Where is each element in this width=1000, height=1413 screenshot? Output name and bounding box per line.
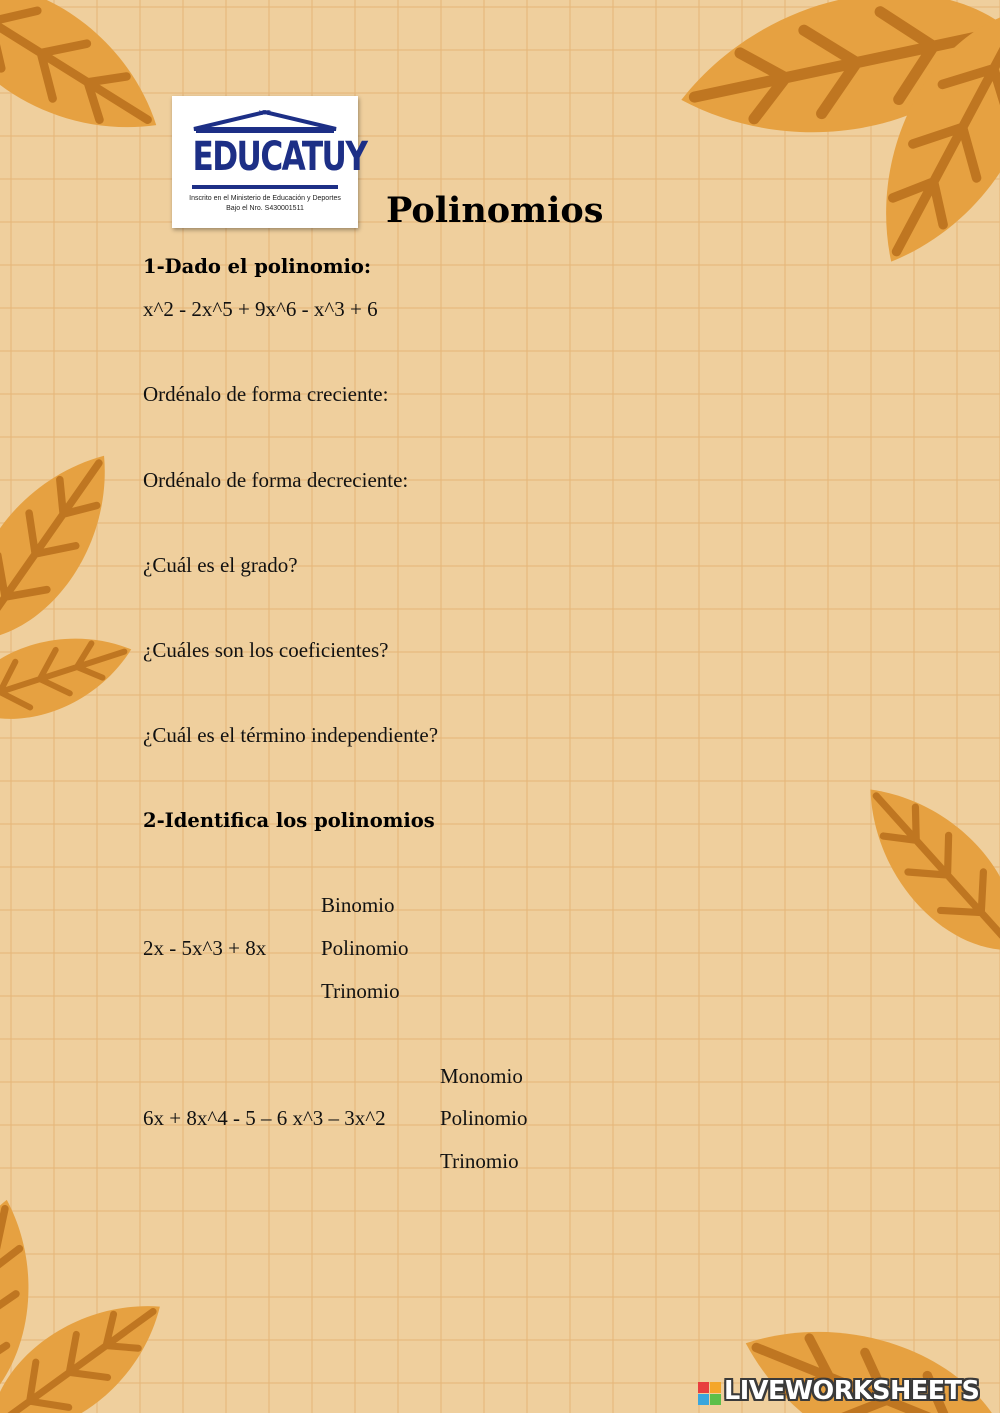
leaf-left-1 [0, 431, 140, 665]
page-title: Polinomios [386, 190, 604, 231]
question-descending-order: Ordénalo de forma decreciente: [143, 468, 409, 492]
expression-2-option-polinomio[interactable]: Polinomio [440, 1106, 528, 1130]
liveworksheets-watermark: LIVEWORKSHEETS [724, 1376, 980, 1406]
logo-uc-text: U.C [258, 110, 272, 117]
expression-1: 2x - 5x^3 + 8x [143, 936, 267, 960]
liveworksheets-badge-icon [698, 1382, 722, 1406]
given-polynomial: x^2 - 2x^5 + 9x^6 - x^3 + 6 [143, 297, 378, 321]
expression-2-option-monomio[interactable]: Monomio [440, 1064, 523, 1088]
leaf-right-middle [839, 761, 1000, 978]
logo-number-line: Bajo el Nro. S430001511 [226, 205, 304, 212]
leaf-left-2 [0, 616, 142, 738]
logo-registration-line: Inscrito en el Ministerio de Educación y Deportes [189, 195, 341, 202]
section-2-heading: 2-Identifica los polinomios [143, 809, 435, 832]
question-coefficients: ¿Cuáles son los coeficientes? [143, 638, 389, 662]
educatuy-logo [172, 96, 367, 228]
expression-1-option-binomio[interactable]: Binomio [321, 893, 395, 917]
question-degree: ¿Cuál es el grado? [143, 553, 298, 577]
leaf-top-left [0, 0, 182, 167]
expression-1-option-trinomio[interactable]: Trinomio [321, 979, 400, 1003]
section-1-heading: 1-Dado el polinomio: [143, 255, 372, 278]
question-independent-term: ¿Cuál es el término independiente? [143, 723, 439, 747]
expression-2-option-trinomio[interactable]: Trinomio [440, 1149, 519, 1173]
logo-wordmark: EDUCATUY [192, 134, 367, 180]
question-ascending-order: Ordénalo de forma creciente: [143, 382, 389, 406]
expression-2: 6x + 8x^4 - 5 – 6 x^3 – 3x^2 [143, 1106, 386, 1130]
expression-1-option-polinomio[interactable]: Polinomio [321, 936, 409, 960]
